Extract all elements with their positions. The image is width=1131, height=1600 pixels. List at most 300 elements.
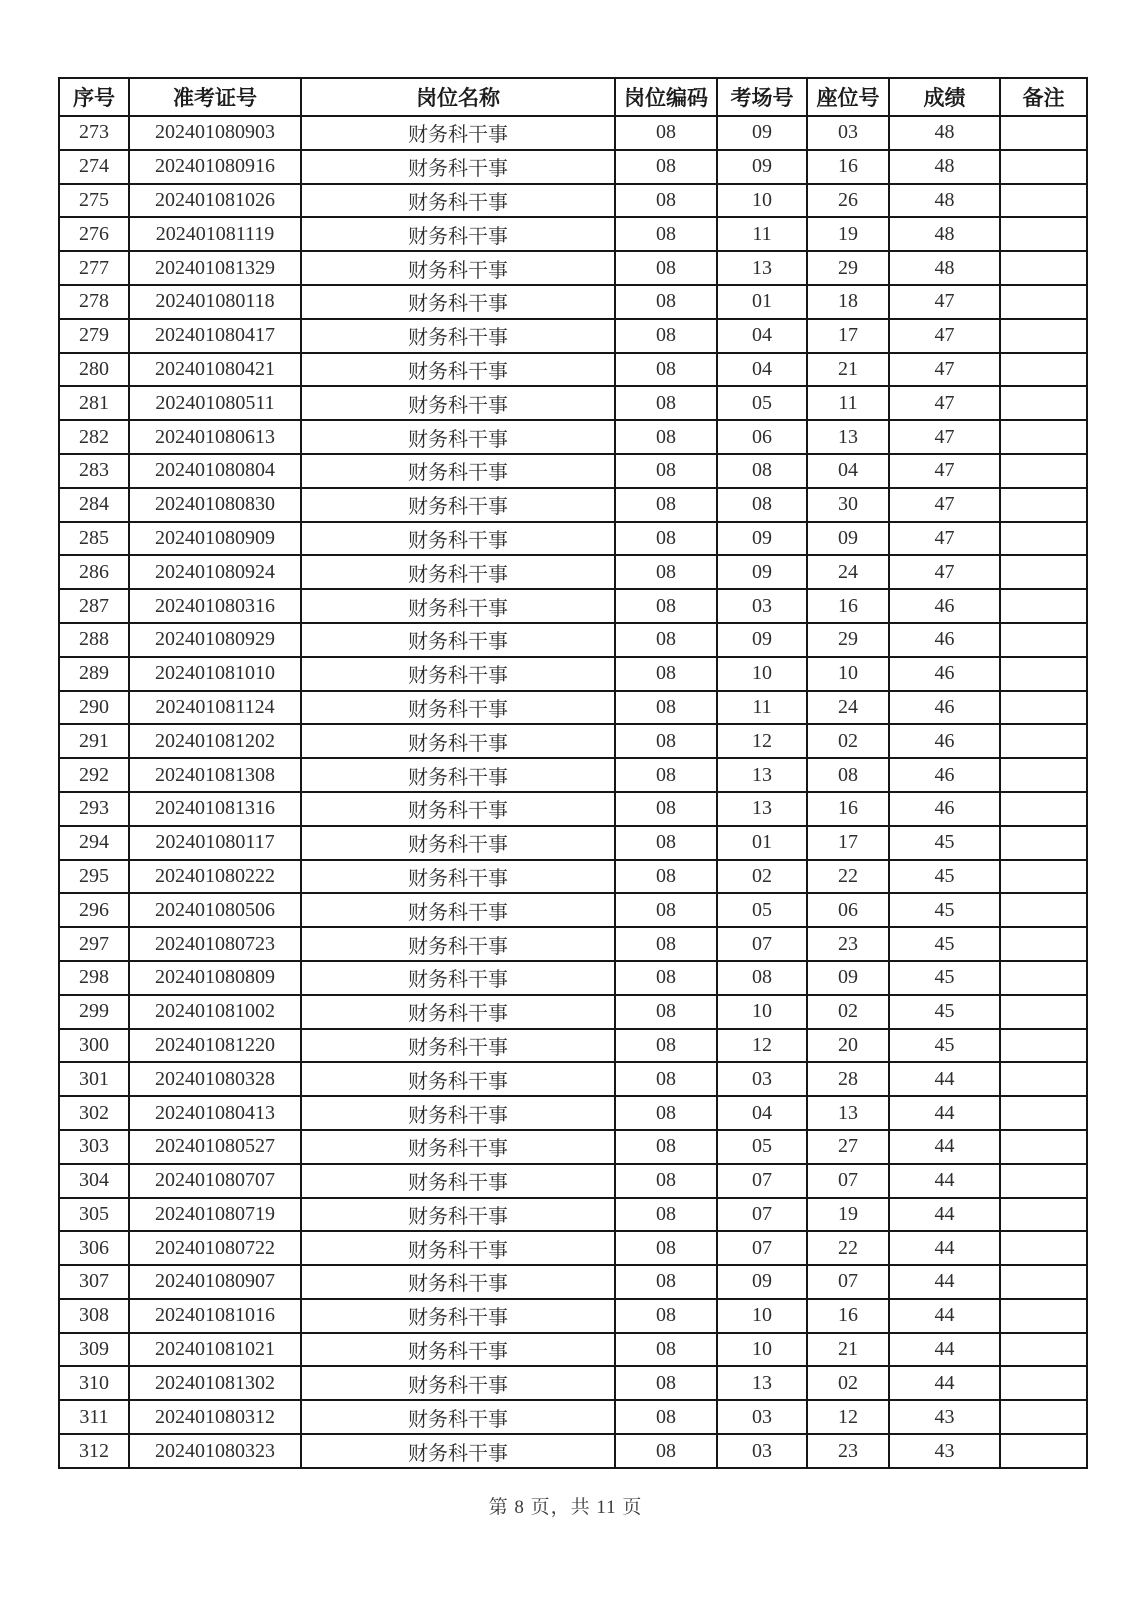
- table-row: [59, 1366, 1087, 1400]
- table-cell: 48: [889, 251, 1000, 285]
- table-cell: 46: [889, 758, 1000, 792]
- table-cell: 11: [717, 691, 807, 725]
- table-body: [59, 116, 1087, 1468]
- table-cell: 08: [717, 454, 807, 488]
- table-cell: 财务科干事: [301, 758, 615, 792]
- table-cell: 财务科干事: [301, 1062, 615, 1096]
- table-cell: 202401080421: [129, 353, 301, 387]
- table-cell: 309: [59, 1333, 129, 1367]
- table-cell: [1000, 522, 1087, 556]
- table-cell: 21: [807, 353, 889, 387]
- table-cell: [1000, 623, 1087, 657]
- table-cell: 44: [889, 1333, 1000, 1367]
- table-cell: 08: [615, 1198, 717, 1232]
- table-cell: 29: [807, 251, 889, 285]
- table-row: [59, 691, 1087, 725]
- table-row: [59, 1299, 1087, 1333]
- table-cell: 09: [717, 555, 807, 589]
- column-header: 座位号: [807, 78, 889, 116]
- table-cell: 财务科干事: [301, 1096, 615, 1130]
- table-cell: 财务科干事: [301, 1366, 615, 1400]
- table-cell: 财务科干事: [301, 826, 615, 860]
- table-cell: 307: [59, 1265, 129, 1299]
- table-cell: 07: [717, 927, 807, 961]
- table-row: [59, 1130, 1087, 1164]
- column-header: 成绩: [889, 78, 1000, 116]
- column-header: 备注: [1000, 78, 1087, 116]
- table-cell: 财务科干事: [301, 995, 615, 1029]
- table-cell: 08: [615, 792, 717, 826]
- table-cell: [1000, 116, 1087, 150]
- table-cell: 05: [717, 1130, 807, 1164]
- table-cell: 18: [807, 285, 889, 319]
- table-row: [59, 420, 1087, 454]
- table-cell: 202401080907: [129, 1265, 301, 1299]
- table-cell: 275: [59, 184, 129, 218]
- table-cell: 45: [889, 995, 1000, 1029]
- table-cell: 02: [807, 995, 889, 1029]
- table-cell: 47: [889, 386, 1000, 420]
- table-cell: 16: [807, 150, 889, 184]
- table-cell: 财务科干事: [301, 860, 615, 894]
- table-cell: 17: [807, 826, 889, 860]
- table-cell: 48: [889, 116, 1000, 150]
- table-cell: 202401081002: [129, 995, 301, 1029]
- table-cell: 04: [717, 353, 807, 387]
- table-cell: 07: [807, 1265, 889, 1299]
- table-cell: 308: [59, 1299, 129, 1333]
- table-row: [59, 522, 1087, 556]
- table-cell: 44: [889, 1265, 1000, 1299]
- column-header: 考场号: [717, 78, 807, 116]
- table-cell: 43: [889, 1400, 1000, 1434]
- table-cell: 288: [59, 623, 129, 657]
- table-cell: 284: [59, 488, 129, 522]
- table-cell: 45: [889, 927, 1000, 961]
- table-cell: [1000, 1366, 1087, 1400]
- table-cell: 202401080909: [129, 522, 301, 556]
- table-cell: 202401080417: [129, 319, 301, 353]
- table-cell: 08: [615, 691, 717, 725]
- table-row: [59, 1198, 1087, 1232]
- table-cell: 287: [59, 589, 129, 623]
- table-cell: 08: [615, 150, 717, 184]
- table-cell: 202401081220: [129, 1029, 301, 1063]
- table-cell: 03: [717, 1434, 807, 1468]
- table-cell: [1000, 1198, 1087, 1232]
- table-cell: 202401081202: [129, 724, 301, 758]
- table-cell: 08: [615, 1164, 717, 1198]
- table-cell: [1000, 386, 1087, 420]
- table-cell: [1000, 1130, 1087, 1164]
- table-cell: [1000, 1265, 1087, 1299]
- table-cell: [1000, 792, 1087, 826]
- table-cell: 财务科干事: [301, 1400, 615, 1434]
- table-cell: 21: [807, 1333, 889, 1367]
- table-cell: 财务科干事: [301, 893, 615, 927]
- table-cell: 299: [59, 995, 129, 1029]
- table-cell: 17: [807, 319, 889, 353]
- table-cell: 03: [717, 1062, 807, 1096]
- table-cell: 285: [59, 522, 129, 556]
- table-cell: 07: [807, 1164, 889, 1198]
- table-row: [59, 1062, 1087, 1096]
- table-cell: 09: [717, 116, 807, 150]
- table-row: [59, 251, 1087, 285]
- table-cell: 202401080316: [129, 589, 301, 623]
- table-row: [59, 285, 1087, 319]
- table-cell: 财务科干事: [301, 353, 615, 387]
- table-cell: 46: [889, 691, 1000, 725]
- table-cell: 09: [717, 1265, 807, 1299]
- table-cell: 08: [615, 116, 717, 150]
- table-row: [59, 1164, 1087, 1198]
- table-cell: 202401080323: [129, 1434, 301, 1468]
- table-cell: 13: [717, 1366, 807, 1400]
- table-row: [59, 319, 1087, 353]
- table-cell: 财务科干事: [301, 691, 615, 725]
- table-cell: 08: [615, 758, 717, 792]
- table-cell: 财务科干事: [301, 116, 615, 150]
- table-cell: 292: [59, 758, 129, 792]
- table-cell: [1000, 1231, 1087, 1265]
- table-cell: 202401080613: [129, 420, 301, 454]
- table-cell: 30: [807, 488, 889, 522]
- table-row: [59, 1096, 1087, 1130]
- table-cell: 08: [615, 1130, 717, 1164]
- table-cell: 45: [889, 860, 1000, 894]
- table-cell: 282: [59, 420, 129, 454]
- table-cell: 10: [717, 1299, 807, 1333]
- table-cell: 02: [807, 724, 889, 758]
- table-cell: 03: [717, 1400, 807, 1434]
- table-cell: 10: [807, 657, 889, 691]
- table-cell: 45: [889, 826, 1000, 860]
- table-cell: [1000, 319, 1087, 353]
- table-cell: 08: [615, 1299, 717, 1333]
- table-cell: 202401080707: [129, 1164, 301, 1198]
- table-cell: 202401081308: [129, 758, 301, 792]
- table-cell: 202401081021: [129, 1333, 301, 1367]
- table-cell: 08: [615, 1400, 717, 1434]
- table-cell: 45: [889, 1029, 1000, 1063]
- table-row: [59, 623, 1087, 657]
- table-cell: 47: [889, 353, 1000, 387]
- table-row: [59, 961, 1087, 995]
- table-cell: [1000, 1333, 1087, 1367]
- table-cell: [1000, 353, 1087, 387]
- table-cell: 202401080723: [129, 927, 301, 961]
- table-cell: 304: [59, 1164, 129, 1198]
- table-cell: 202401081329: [129, 251, 301, 285]
- table-cell: 08: [615, 1096, 717, 1130]
- results-table: [58, 77, 1088, 1469]
- table-cell: [1000, 758, 1087, 792]
- table-cell: 16: [807, 792, 889, 826]
- table-cell: 08: [615, 353, 717, 387]
- table-cell: 08: [615, 961, 717, 995]
- table-cell: 12: [807, 1400, 889, 1434]
- table-row: [59, 1265, 1087, 1299]
- table-cell: 202401080804: [129, 454, 301, 488]
- table-cell: 22: [807, 1231, 889, 1265]
- table-cell: 08: [615, 1029, 717, 1063]
- table-row: [59, 1029, 1087, 1063]
- table-cell: [1000, 657, 1087, 691]
- table-cell: 08: [615, 184, 717, 218]
- table-cell: 08: [615, 386, 717, 420]
- table-cell: 财务科干事: [301, 386, 615, 420]
- table-row: [59, 860, 1087, 894]
- table-cell: 13: [717, 792, 807, 826]
- table-cell: 08: [615, 454, 717, 488]
- table-cell: 281: [59, 386, 129, 420]
- table-cell: 202401080903: [129, 116, 301, 150]
- table-cell: 财务科干事: [301, 961, 615, 995]
- table-cell: 46: [889, 792, 1000, 826]
- table-row: [59, 1400, 1087, 1434]
- table-row: [59, 1231, 1087, 1265]
- table-cell: [1000, 1299, 1087, 1333]
- table-cell: 47: [889, 420, 1000, 454]
- table-cell: 09: [807, 961, 889, 995]
- table-cell: 27: [807, 1130, 889, 1164]
- table-cell: 47: [889, 454, 1000, 488]
- table-cell: 202401081124: [129, 691, 301, 725]
- table-cell: 306: [59, 1231, 129, 1265]
- table-cell: [1000, 1434, 1087, 1468]
- table-cell: 202401080809: [129, 961, 301, 995]
- table-cell: 财务科干事: [301, 1198, 615, 1232]
- table-cell: 47: [889, 522, 1000, 556]
- table-cell: 07: [717, 1231, 807, 1265]
- table-cell: 08: [615, 251, 717, 285]
- table-row: [59, 893, 1087, 927]
- table-cell: 48: [889, 217, 1000, 251]
- table-cell: 财务科干事: [301, 319, 615, 353]
- table-cell: 202401080328: [129, 1062, 301, 1096]
- table-row: [59, 217, 1087, 251]
- table-cell: 08: [615, 420, 717, 454]
- table-cell: 202401080511: [129, 386, 301, 420]
- table-cell: 47: [889, 488, 1000, 522]
- table-cell: 04: [717, 1096, 807, 1130]
- table-cell: 财务科干事: [301, 1265, 615, 1299]
- table-cell: 276: [59, 217, 129, 251]
- table-cell: 04: [717, 319, 807, 353]
- table-cell: 202401080929: [129, 623, 301, 657]
- table-cell: [1000, 893, 1087, 927]
- table-header: [59, 78, 1087, 116]
- table-cell: [1000, 826, 1087, 860]
- column-header: 岗位编码: [615, 78, 717, 116]
- table-cell: 202401080413: [129, 1096, 301, 1130]
- table-cell: 303: [59, 1130, 129, 1164]
- table-cell: 43: [889, 1434, 1000, 1468]
- table-cell: 202401080222: [129, 860, 301, 894]
- table-row: [59, 589, 1087, 623]
- table-cell: [1000, 1062, 1087, 1096]
- table-cell: 09: [807, 522, 889, 556]
- table-cell: 283: [59, 454, 129, 488]
- table-cell: 290: [59, 691, 129, 725]
- table-cell: 274: [59, 150, 129, 184]
- table-cell: 09: [717, 623, 807, 657]
- table-cell: 财务科干事: [301, 1130, 615, 1164]
- table-row: [59, 555, 1087, 589]
- table-cell: 01: [717, 826, 807, 860]
- table-cell: [1000, 724, 1087, 758]
- table-cell: 16: [807, 589, 889, 623]
- table-cell: 297: [59, 927, 129, 961]
- table-cell: 23: [807, 1434, 889, 1468]
- table-cell: 202401081016: [129, 1299, 301, 1333]
- table-cell: 44: [889, 1198, 1000, 1232]
- table-cell: 279: [59, 319, 129, 353]
- table-cell: 10: [717, 184, 807, 218]
- table-cell: 财务科干事: [301, 657, 615, 691]
- table-cell: 202401080830: [129, 488, 301, 522]
- table-cell: 财务科干事: [301, 724, 615, 758]
- table-cell: 45: [889, 961, 1000, 995]
- table-row: [59, 995, 1087, 1029]
- table-cell: 03: [807, 116, 889, 150]
- table-cell: 08: [615, 927, 717, 961]
- table-row: [59, 184, 1087, 218]
- table-cell: 24: [807, 691, 889, 725]
- table-cell: 22: [807, 860, 889, 894]
- table-cell: 08: [615, 623, 717, 657]
- table-cell: 02: [717, 860, 807, 894]
- table-cell: 财务科干事: [301, 217, 615, 251]
- table-cell: 13: [717, 758, 807, 792]
- table-cell: 09: [717, 150, 807, 184]
- table-cell: [1000, 488, 1087, 522]
- table-cell: 202401080924: [129, 555, 301, 589]
- table-cell: 08: [615, 319, 717, 353]
- table-cell: 财务科干事: [301, 1029, 615, 1063]
- table-cell: 12: [717, 1029, 807, 1063]
- table-cell: [1000, 995, 1087, 1029]
- table-cell: 310: [59, 1366, 129, 1400]
- table-cell: 46: [889, 657, 1000, 691]
- table-cell: [1000, 1096, 1087, 1130]
- table-cell: 47: [889, 285, 1000, 319]
- table-cell: 19: [807, 217, 889, 251]
- table-cell: 29: [807, 623, 889, 657]
- table-cell: [1000, 184, 1087, 218]
- table-cell: 296: [59, 893, 129, 927]
- table-cell: 01: [717, 285, 807, 319]
- table-cell: [1000, 691, 1087, 725]
- table-cell: 311: [59, 1400, 129, 1434]
- table-cell: 04: [807, 454, 889, 488]
- table-cell: 08: [615, 1333, 717, 1367]
- table-cell: 财务科干事: [301, 488, 615, 522]
- table-cell: 202401080117: [129, 826, 301, 860]
- table-row: [59, 353, 1087, 387]
- column-header: 准考证号: [129, 78, 301, 116]
- table-cell: 03: [717, 589, 807, 623]
- table-cell: 08: [807, 758, 889, 792]
- table-cell: 13: [807, 420, 889, 454]
- table-cell: 05: [717, 386, 807, 420]
- table-row: [59, 116, 1087, 150]
- table-cell: 08: [615, 555, 717, 589]
- table-cell: 202401080719: [129, 1198, 301, 1232]
- table-cell: [1000, 1400, 1087, 1434]
- table-row: [59, 488, 1087, 522]
- table-cell: 财务科干事: [301, 1231, 615, 1265]
- table-cell: 财务科干事: [301, 623, 615, 657]
- table-cell: [1000, 1164, 1087, 1198]
- table-cell: 08: [615, 522, 717, 556]
- table-cell: 46: [889, 724, 1000, 758]
- table-cell: 273: [59, 116, 129, 150]
- table-row: [59, 386, 1087, 420]
- table-cell: 295: [59, 860, 129, 894]
- table-cell: 08: [615, 1366, 717, 1400]
- table-cell: 08: [615, 657, 717, 691]
- table-cell: 202401081026: [129, 184, 301, 218]
- table-cell: [1000, 150, 1087, 184]
- table-cell: 08: [615, 1434, 717, 1468]
- table-cell: 08: [615, 285, 717, 319]
- table-cell: 05: [717, 893, 807, 927]
- table-cell: 23: [807, 927, 889, 961]
- table-row: [59, 724, 1087, 758]
- table-cell: 财务科干事: [301, 1434, 615, 1468]
- table-row: [59, 792, 1087, 826]
- table-cell: 财务科干事: [301, 184, 615, 218]
- table-cell: 09: [717, 522, 807, 556]
- table-cell: 财务科干事: [301, 1333, 615, 1367]
- table-cell: 08: [615, 1265, 717, 1299]
- table-cell: 财务科干事: [301, 285, 615, 319]
- table-cell: 202401080916: [129, 150, 301, 184]
- table-cell: 294: [59, 826, 129, 860]
- table-cell: 06: [717, 420, 807, 454]
- table-cell: 财务科干事: [301, 1299, 615, 1333]
- table-cell: 12: [717, 724, 807, 758]
- table-cell: [1000, 420, 1087, 454]
- table-cell: 202401080506: [129, 893, 301, 927]
- table-cell: 300: [59, 1029, 129, 1063]
- table-cell: 财务科干事: [301, 251, 615, 285]
- table-cell: 44: [889, 1062, 1000, 1096]
- table-row: [59, 758, 1087, 792]
- table-cell: 202401080722: [129, 1231, 301, 1265]
- table-cell: 11: [717, 217, 807, 251]
- table-row: [59, 1333, 1087, 1367]
- table-cell: 202401080527: [129, 1130, 301, 1164]
- table-cell: 44: [889, 1130, 1000, 1164]
- table-cell: 44: [889, 1366, 1000, 1400]
- table-cell: 44: [889, 1231, 1000, 1265]
- header-row: [59, 78, 1087, 116]
- page-footer: [0, 1492, 1131, 1519]
- table-cell: 202401080118: [129, 285, 301, 319]
- table-cell: [1000, 555, 1087, 589]
- table-cell: 10: [717, 995, 807, 1029]
- table-row: [59, 657, 1087, 691]
- table-cell: 财务科干事: [301, 927, 615, 961]
- table-cell: 08: [615, 724, 717, 758]
- table-cell: 08: [615, 589, 717, 623]
- table-cell: 44: [889, 1164, 1000, 1198]
- table-cell: 20: [807, 1029, 889, 1063]
- table-cell: 财务科干事: [301, 150, 615, 184]
